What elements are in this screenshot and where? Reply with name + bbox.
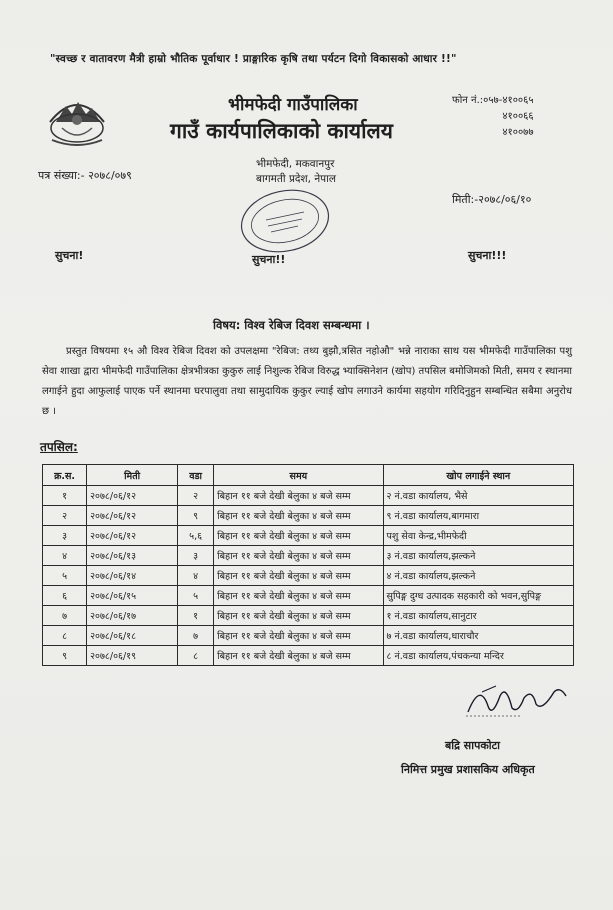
address (256, 157, 336, 187)
cell-date: २०७८/०६/१४ (87, 566, 178, 586)
cell-time: बिहान ११ बजे देखी बेलुका ४ बजे सम्म (214, 486, 383, 506)
column-header-date: मिती (87, 465, 178, 486)
cell-location: २ नं.वडा कार्यालय, भैसे (383, 486, 573, 506)
cell-location: ७ नं.वडा कार्यालय,धाराचौर (383, 626, 573, 646)
cell-time: बिहान ११ बजे देखी बेलुका ४ बजे सम्म (214, 606, 383, 626)
cell-serial: १ (43, 486, 87, 506)
cell-location: ३ नं.वडा कार्यालय,झल्कने (383, 546, 573, 566)
cell-serial: ५ (43, 566, 87, 586)
cell-time: बिहान ११ बजे देखी बेलुका ४ बजे सम्म (214, 586, 383, 606)
column-header-time: समय (214, 465, 383, 486)
cell-time: बिहान ११ बजे देखी बेलुका ४ बजे सम्म (214, 526, 383, 546)
table-header-row (43, 465, 574, 486)
cell-serial: ३ (43, 526, 87, 546)
cell-ward: २ (178, 486, 214, 506)
cell-serial: ७ (43, 606, 87, 626)
reference-number: पत्र संख्या:- २०७८/०७९ (38, 169, 132, 182)
cell-date: २०७८/०६/१३ (87, 546, 178, 566)
cell-location: ४ नं.वडा कार्यालय,झल्कने (383, 566, 573, 586)
table-row (43, 646, 574, 666)
signatory-name: बद्रि सापकोटा (445, 739, 501, 752)
cell-time: बिहान ११ बजे देखी बेलुका ४ बजे सम्म (214, 546, 383, 566)
organization-name: भीमफेदी गाउँपालिका (228, 95, 358, 115)
table-row (43, 526, 574, 546)
address-line: बागमती प्रदेश, नेपाल (256, 173, 336, 185)
vaccination-schedule-table (42, 464, 574, 666)
subject-line: विषय: विश्व रेबिज दिवश सम्बन्धमा । (213, 318, 370, 332)
cell-ward: ५,६ (178, 526, 214, 546)
table-row (43, 566, 574, 586)
address-line: भीमफेदी, मकवानपुर (256, 158, 335, 170)
cell-serial: ८ (43, 626, 87, 646)
cell-ward: ३ (178, 546, 214, 566)
notice-center: सुचना!! (252, 253, 286, 266)
cell-location: ९ नं.वडा कार्यालय,बागमारा (383, 506, 573, 526)
column-header-serial: क्र.स. (43, 465, 87, 486)
cell-date: २०७८/०६/१५ (87, 586, 178, 606)
cell-ward: ८ (178, 646, 214, 666)
cell-location: १ नं.वडा कार्यालय,सानुटार (383, 606, 573, 626)
phone-line: ४१००७७ (502, 127, 534, 138)
notice-left: सुचना! (55, 249, 84, 262)
table-row (43, 486, 574, 506)
body-paragraph: प्रस्तुत विषयमा १५ औ विश्व रेबिज दिवश को उपलक्षमा "रेबिज: तथ्य बुझौ,त्रसित नहोऔ" भन्ने नाराका साथ यस भीमफेदी गाउँपालिका पशु सेवा शाखा द्वारा भीमफेदी गाउँपालिका क्षेत्रभीत्रका कुकुरु लाई निशुल्क रेबिज विरुद्ध भ्याक्सिनेशन (खोप) तपसिल बमोजिमको मिती, समय र स्थानमा लगाईने हुदा आफुलाई पाएक पर्ने स्थानमा घरपालुवा तथा सामुदायिक कुकुर ल्याई खोप लगाउने कार्यमा सहयोग गरिदिनुहुन सम्बन्धित सबैमा अनुरोध छ । (42, 346, 572, 417)
slogan: "स्वच्छ र वातावरण मैत्री हाम्रो भौतिक पूर्वाधार ! प्राङ्गारिक कृषि तथा पर्यटन दिगो विकासको आधार !!" (50, 53, 457, 65)
cell-time: बिहान ११ बजे देखी बेलुका ४ बजे सम्म (214, 626, 383, 646)
cell-time: बिहान ११ बजे देखी बेलुका ४ बजे सम्म (214, 566, 383, 586)
phone-line: फोन नं.:०५७-४१००६५ (452, 95, 534, 106)
table-row (43, 606, 574, 626)
cell-date: २०७८/०६/१८ (87, 626, 178, 646)
cell-serial: ६ (43, 586, 87, 606)
cell-ward: ५ (178, 586, 214, 606)
cell-location: पशु सेवा केन्द्र,भीमफेदी (383, 526, 573, 546)
cell-date: २०७८/०६/१२ (87, 526, 178, 546)
cell-ward: ७ (178, 626, 214, 646)
table-row (43, 546, 574, 566)
cell-date: २०७८/०६/१२ (87, 486, 178, 506)
cell-ward: ९ (178, 506, 214, 526)
cell-ward: १ (178, 606, 214, 626)
phone-numbers (452, 93, 534, 141)
letter-date: मिती:-२०७८/०६/१० (452, 193, 532, 206)
schedule-heading: तपसिल: (40, 440, 78, 454)
cell-date: २०७८/०६/१२ (87, 506, 178, 526)
cell-time: बिहान ११ बजे देखी बेलुका ४ बजे सम्म (214, 646, 383, 666)
cell-location: सुपिङ्ग दुग्ध उत्पादक सहकारी को भवन,सुपिङ्ग (383, 586, 573, 606)
cell-ward: ४ (178, 566, 214, 586)
cell-time: बिहान ११ बजे देखी बेलुका ४ बजे सम्म (214, 506, 383, 526)
column-header-ward: वडा (178, 465, 214, 486)
table-row (43, 586, 574, 606)
phone-line: ४१००६६ (502, 111, 534, 122)
cell-serial: ४ (43, 546, 87, 566)
signatory-title: निमित्त प्रमुख प्रशासकिय अधिकृत (401, 763, 535, 776)
notice-right: सुचना!!! (468, 249, 507, 262)
cell-location: ८ नं.वडा कार्यालय,पंचकन्या मन्दिर (383, 646, 573, 666)
office-seal-stamp (238, 186, 332, 256)
cell-serial: ९ (43, 646, 87, 666)
government-emblem-icon (42, 92, 112, 150)
cell-date: २०७८/०६/१९ (87, 646, 178, 666)
table-row (43, 506, 574, 526)
table-row (43, 626, 574, 646)
cell-date: २०७८/०६/१७ (87, 606, 178, 626)
column-header-location: खोप लगाईने स्थान (383, 465, 573, 486)
office-name: गाउँ कार्यपालिकाको कार्यालय (170, 119, 393, 143)
handwritten-signature (462, 678, 572, 720)
cell-serial: २ (43, 506, 87, 526)
